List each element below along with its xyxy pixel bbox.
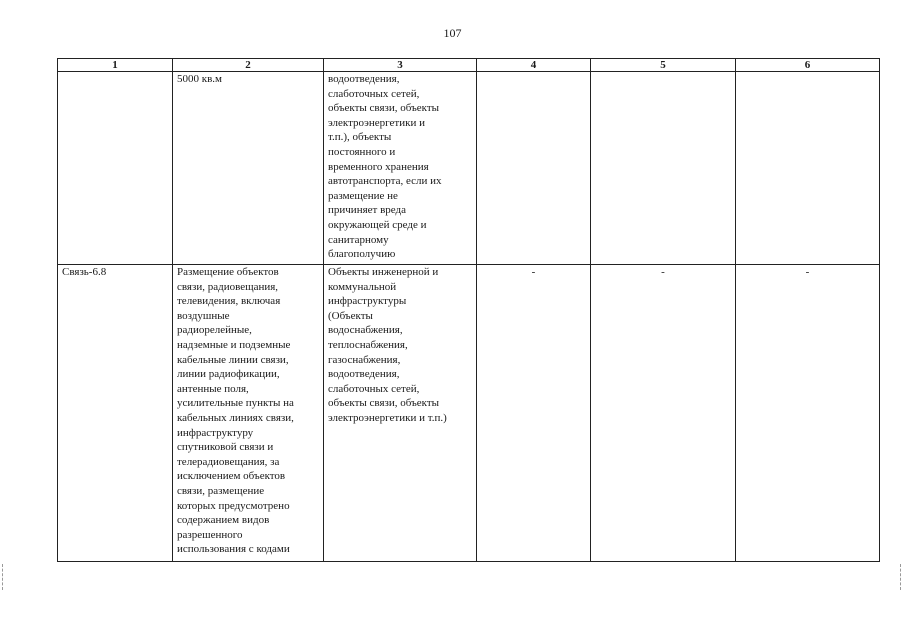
column-header-2: 2	[173, 59, 324, 72]
cell-code	[58, 72, 173, 265]
table-row	[58, 265, 880, 562]
column-header-1: 1	[58, 59, 173, 72]
table-row	[58, 72, 880, 265]
cell-code: Связь-6.8	[58, 265, 173, 562]
cell-description: Размещение объектов связи, радиовещания, телевидения, включая воздушные радиорелейные, надземные и подземные кабельные линии связи, линии радиофикации, антенные поля, усилительные пункты на кабельных линиях связи, инфраструктуру спутниковой связи и телерадиовещания, за исключением объектов связи, размещение которых предусмотрено содержанием видов разрешенного использования с кодами	[173, 265, 324, 562]
cell-col6: -	[736, 265, 880, 562]
regulations-table	[57, 58, 880, 562]
header-row	[58, 59, 880, 72]
cell-objects: Объекты инженерной и коммунальной инфраструктуры (Объекты водоснабжения, теплоснабжения, газоснабжения, водоотведения, слаботочных сетей, объекты связи, объекты электроэнергетики и т.п.)	[324, 265, 477, 562]
cell-col6	[736, 72, 880, 265]
column-header-6: 6	[736, 59, 880, 72]
cell-col4: -	[477, 265, 591, 562]
right-scan-edge-mark	[900, 564, 903, 590]
cell-col4	[477, 72, 591, 265]
cell-objects: водоотведения, слаботочных сетей, объекты связи, объекты электроэнергетики и т.п.), объекты постоянного и временного хранения автотранспорта, если их размещение не причиняет вреда окружающей среде и санитарному благополучию	[324, 72, 477, 265]
cell-col5: -	[591, 265, 736, 562]
column-header-4: 4	[477, 59, 591, 72]
cell-col5	[591, 72, 736, 265]
cell-description: 5000 кв.м	[173, 72, 324, 265]
column-header-5: 5	[591, 59, 736, 72]
left-scan-edge-mark	[2, 564, 5, 590]
column-header-3: 3	[324, 59, 477, 72]
page-number: 107	[443, 26, 462, 40]
